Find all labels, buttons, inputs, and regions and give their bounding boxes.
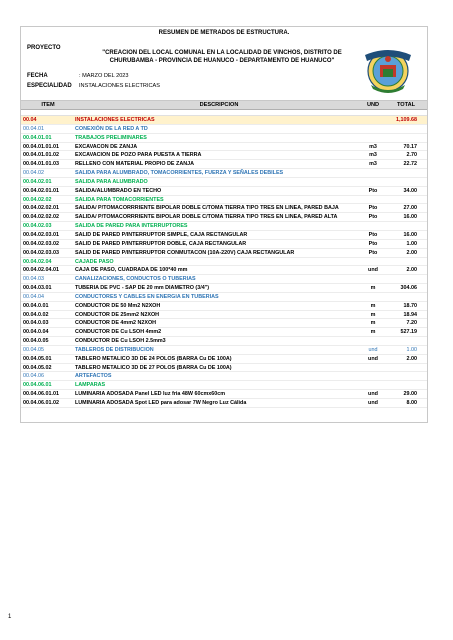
table-row [21,302,427,311]
row-total: 7.20 [406,320,417,327]
row-description: CONDUCTOR DE Cu LSOH 4mm2 [75,329,162,336]
row-description: CONDUCTORES Y CABLES EN ENERGIA EN TUBERIAS [75,293,219,300]
row-total: 2.00 [406,355,417,362]
table-row [21,399,427,408]
table-trailing-space [21,408,427,422]
row-total: 2.00 [406,267,417,274]
page-number: 1 [8,614,12,620]
municipal-seal-logo [361,41,415,95]
table-row [21,328,427,337]
row-description: SALIDA/ALUMBRADO EN TECHO [75,187,162,194]
row-unit [363,275,383,283]
row-unit: Pto [368,240,378,247]
row-unit [363,222,383,230]
row-description: SALID DE PARED P/INTERRUPTOR SIMPLE, CAJA RECTANGULAR [75,231,248,238]
row-description: LAMPARAS [75,382,106,389]
row-total [383,125,429,133]
row-total: 1.00 [406,346,417,353]
table-row [21,169,427,178]
fecha-value: : MARZO DEL 2023 [79,73,129,79]
row-item-code: 00.04.02.02 [23,196,52,203]
row-item-code: 00.04.06 [23,373,44,380]
row-description: RELLENO CON MATERIAL PROPIO DE ZANJA [75,161,194,168]
table-row [21,160,427,169]
table-row [21,355,427,364]
column-header-item: ITEM [41,102,55,108]
row-total: 1,109.68 [396,117,417,123]
row-item-code: 00.04.0.01 [23,302,49,309]
row-description: CAJA DE PASO, CUADRADA DE 100*40 mm [75,267,188,274]
row-unit: Pto [368,187,378,194]
especialidad-value: INSTALACIONES ELECTRICAS [79,83,161,89]
row-item-code: 00.04.05.01 [23,355,52,362]
column-header-und: UND [366,102,380,108]
table-row [21,143,427,152]
row-item-code: 00.04.01.01.01 [23,143,59,150]
header-block [21,27,427,101]
row-unit: m3 [369,161,377,168]
row-description: LUMINARIA ADOSADA Panel LED luz fria 48W 60cmx60cm [75,391,226,398]
row-total: 1.00 [406,240,417,247]
document-title: RESUMEN DE METRADOS DE ESTRUCTURA. [158,30,290,36]
row-item-code: 00.04.03 [23,276,44,283]
row-unit: m [370,329,376,336]
row-item-code: 00.04 [23,117,37,123]
row-description: CAJADE PASO [75,258,114,265]
table-row [21,222,427,231]
row-unit: Pto [368,214,378,221]
row-description: ARTEFACTOS [75,373,112,380]
table-row [21,240,427,249]
row-description: EXCAVACON DE ZANJA [75,143,138,150]
table-row [21,381,427,390]
row-total [383,178,429,186]
row-item-code: 00.04.02.03.01 [23,231,59,238]
table-row [21,231,427,240]
table-row [21,284,427,293]
row-unit: Pto [368,249,378,256]
table-row [21,319,427,328]
row-item-code: 00.04.02.04.01 [23,267,59,274]
row-description: SALIDA/ P/TOMACORRRIENTE BIPOLAR DOBLE C/TOMA TIERRA TIPO TRES EN LINEA, PARED ALTA [75,214,338,221]
row-unit: Pto [368,231,378,238]
row-unit: m [370,302,376,309]
row-unit [363,178,383,186]
row-item-code: 00.04.05 [23,346,44,353]
row-total [383,293,429,301]
metrados-sheet [20,26,428,423]
row-unit: und [368,400,378,406]
row-item-code: 00.04.02.02.01 [23,205,59,212]
row-unit: Pto [368,205,378,212]
row-total: 2.00 [406,249,417,256]
row-total: 27.00 [403,205,417,212]
row-total: 527.19 [400,329,417,336]
row-item-code: 00.04.05.02 [23,364,52,371]
row-total: 70.17 [403,143,417,150]
row-unit [363,196,383,204]
row-total: 16.00 [403,231,417,238]
row-item-code: 00.04.0.04 [23,329,49,336]
row-description: TRABAJOS PRELIMINARES [75,134,147,141]
row-item-code: 00.04.01.01 [23,134,52,141]
row-total [383,169,429,177]
row-unit [363,169,383,177]
table-header [21,101,427,110]
row-item-code: 00.04.02.03.02 [23,240,59,247]
row-total [383,222,429,230]
row-description: SALID DE PARED P/INTERRUPTOR DOBLE, CAJA RECTANGULAR [75,240,247,247]
row-item-code: 00.04.03.01 [23,285,52,292]
row-total [383,196,429,204]
row-description: CANALIZACIONES, CONDUCTOS O TUBERIAS [75,276,196,283]
table-row [21,213,427,222]
row-unit [363,258,383,266]
row-unit: m [370,320,376,327]
row-total: 18.70 [403,302,417,309]
row-total: 34.00 [403,187,417,194]
row-description: SALIDA/ P/TOMACORRRIENTE BIPOLAR DOBLE C/TOMA TIERRA TIPO TRES EN LINEA, PARED BAJA [75,205,339,212]
row-item-code: 00.04.02.03 [23,223,52,230]
table-row [21,364,427,373]
row-total: 8.00 [406,400,417,406]
row-unit [363,134,383,142]
proyecto-value: "CREACION DEL LOCAL COMUNAL EN LA LOCALIDAD DE VINCHOS, DISTRITO DE CHURUBAMBA - PROVINCIA DE HUANUCO - DEPARTAMENTO DE HUANUCO" [102,50,342,64]
row-item-code: 00.04.02.02.02 [23,214,59,221]
row-total [383,364,429,372]
table-row [21,116,427,125]
row-unit [363,337,383,345]
table-row [21,196,427,205]
fecha-label: FECHA [27,73,48,79]
row-item-code: 00.04.02.03.03 [23,249,59,256]
especialidad-label: ESPECIALIDAD [27,83,72,89]
row-item-code: 00.04.02.01.01 [23,187,59,194]
table-row [21,372,427,381]
proyecto-label: PROYECTO [27,45,61,51]
table-row [21,311,427,320]
row-description: LUMINARIA ADOSADA Spot LED para adosar 7W Negro Luz Cálida [75,400,247,406]
row-unit [363,125,383,133]
row-description: TABLEROS DE DISTRIBUCION [75,346,154,353]
row-unit [363,293,383,301]
row-item-code: 00.04.01.01.03 [23,161,59,168]
row-unit: und [368,391,378,398]
row-total: 22.72 [403,161,417,168]
row-total [383,275,429,283]
table-row [21,151,427,160]
table-row [21,134,427,143]
row-total [383,337,429,345]
row-description: INSTALACIONES ELECTRICAS [75,117,155,123]
table-row [21,275,427,284]
row-description: SALIDA PARA ALUMBRADO, TOMACORRIENTES, FUERZA Y SEÑALES DEBILES [75,170,284,177]
row-item-code: 00.04.0.03 [23,320,49,327]
row-total: 29.00 [403,391,417,398]
row-description: CONDUCTOR DE 4mm2 N2XOH [75,320,157,327]
table-row [21,204,427,213]
table-row [21,293,427,302]
row-unit: und [368,267,378,274]
row-item-code: 00.04.0.05 [23,338,49,345]
row-description: CONDUCTOR DE 50 Mm2 N2XOH [75,302,161,309]
row-item-code: 00.04.06.01.01 [23,391,59,398]
column-header-total: TOTAL [396,102,416,108]
row-description: SALID DE PARED P/INTERRUPTOR CONMUTACON (10A-220V) CAJA RECTANGULAR [75,249,295,256]
row-total [383,258,429,266]
row-description: EXCAVACION DE POZO PARA PUESTA A TIERRA [75,152,202,159]
row-total [383,381,429,389]
row-item-code: 00.04.02.01 [23,178,52,185]
row-description: CONEXIÓN DE LA RED A TD [75,125,148,132]
row-total [383,372,429,380]
table-row [21,249,427,258]
row-item-code: 00.04.02 [23,170,44,177]
row-description: SALIDA DE PARED PARA INTERRUPTORES [75,223,188,230]
row-unit: m3 [369,143,377,150]
row-unit [363,116,383,124]
row-total: 16.00 [403,214,417,221]
row-unit [363,372,383,380]
table-row [21,337,427,346]
row-item-code: 00.04.0.02 [23,311,49,318]
row-unit: m3 [369,152,377,159]
table-row [21,125,427,134]
row-description: TABLERO METALICO 3D DE 27 POLOS (BARRA Cu DE 100A) [75,364,232,371]
row-description: TUBERIA DE PVC - SAP DE 20 mm DIAMETRO (3/4") [75,285,210,292]
row-description: CONDUCTOR DE 25mm2 N2XOH [75,311,160,318]
row-unit [363,364,383,372]
row-description: SALIDA PARA ALUMBRADO [75,178,148,185]
row-item-code: 00.04.04 [23,293,44,300]
row-unit [363,381,383,389]
row-item-code: 00.04.01 [23,125,44,132]
row-description: CONDUCTOR DE Cu LSOH 2.5mm3 [75,338,166,345]
row-item-code: 00.04.01.01.02 [23,152,59,159]
row-unit: und [368,355,378,362]
column-header-descripcion: DESCRIPCION [199,102,239,108]
table-row [21,390,427,399]
metrados-table-body [21,116,427,408]
row-description: TABLERO METALICO 3D DE 24 POLOS (BARRA Cu DE 100A) [75,355,232,362]
row-unit: und [368,346,378,353]
row-unit: m [370,311,376,318]
row-total: 2.70 [406,152,417,159]
table-row [21,346,427,355]
row-total: 18.94 [403,311,417,318]
row-item-code: 00.04.06.01.02 [23,400,59,406]
table-row [21,266,427,275]
table-row [21,187,427,196]
row-unit: m [370,285,376,292]
row-description: SALIDA PARA TOMACORRIENTES [75,196,164,203]
row-item-code: 00.04.02.04 [23,258,52,265]
table-row [21,258,427,267]
row-total [383,134,429,142]
row-item-code: 00.04.06.01 [23,382,52,389]
table-row [21,178,427,187]
row-total: 304.06 [400,285,417,292]
